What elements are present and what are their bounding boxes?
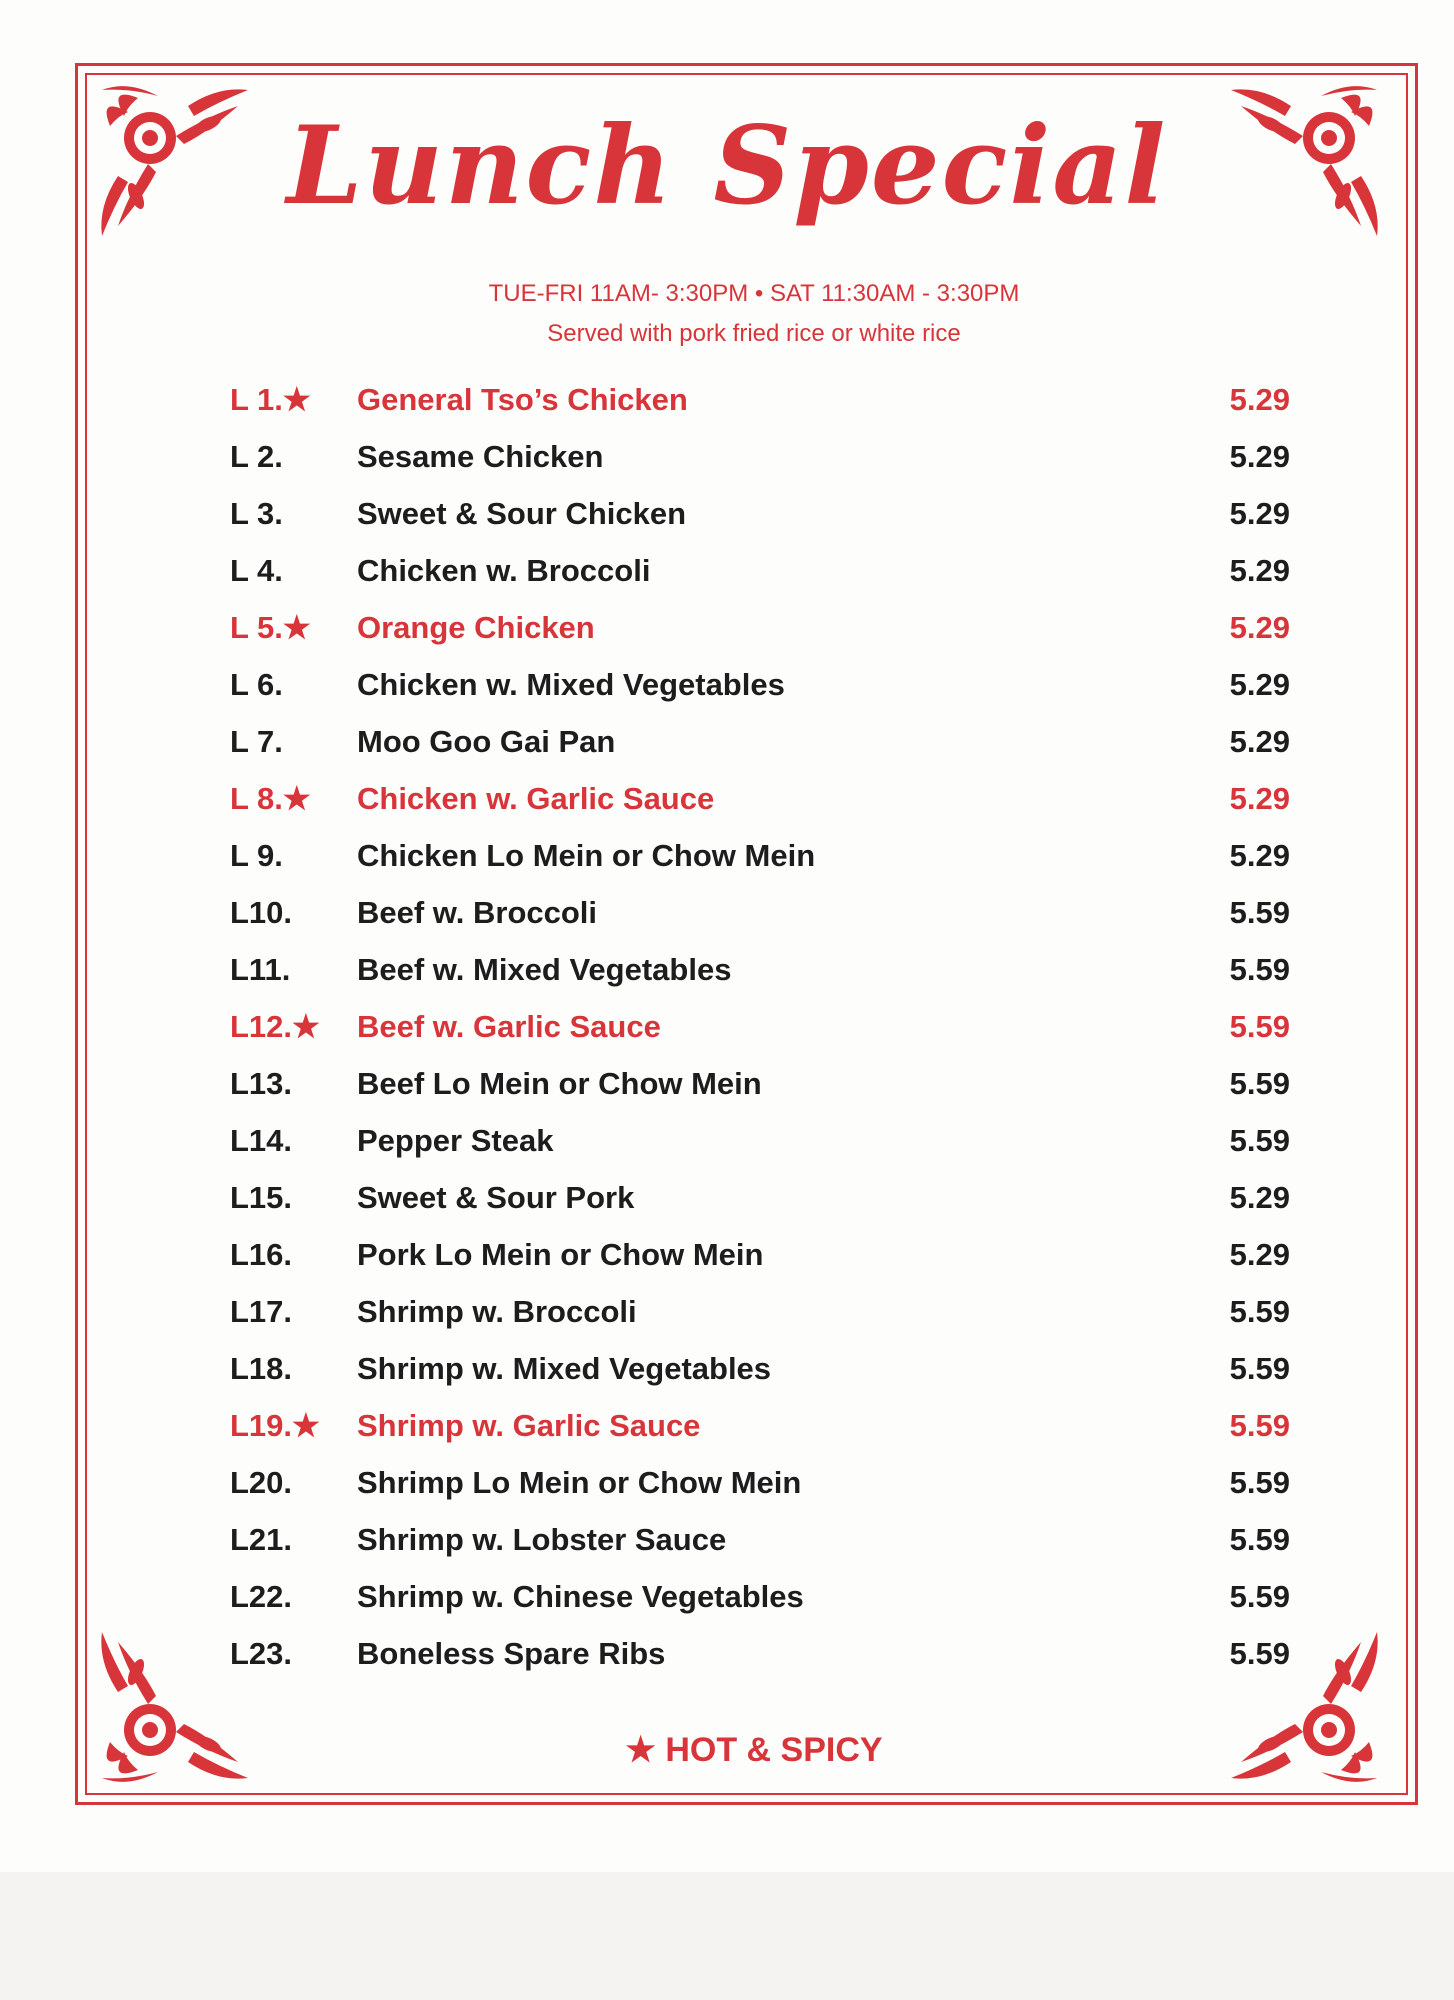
item-name: Shrimp w. Chinese Vegetables [357,1579,804,1614]
item-price: 5.29 [1229,1180,1290,1215]
item-price: 5.59 [1229,1009,1290,1044]
item-code: L 1.★ [230,382,311,417]
menu-item [230,1404,1290,1461]
menu-item [230,1176,1290,1233]
item-code: L 6. [230,667,283,702]
item-code: L11. [230,952,291,987]
item-price: 5.29 [1229,382,1290,417]
item-name: Chicken w. Garlic Sauce [357,781,715,816]
menu-item [230,435,1290,492]
item-price: 5.59 [1229,1579,1290,1614]
menu-item [230,1233,1290,1290]
item-code: L 5.★ [230,610,311,645]
item-name: Beef w. Mixed Vegetables [357,952,732,987]
item-code: L13. [230,1066,293,1101]
item-name: Chicken w. Mixed Vegetables [357,667,785,702]
item-price: 5.59 [1229,1123,1290,1158]
menu-item [230,1461,1290,1518]
item-code: L22. [230,1579,293,1614]
served-with-text: Served with pork fried rice or white rice [547,320,961,347]
menu-item [230,378,1290,435]
menu-item [230,1347,1290,1404]
item-price: 5.29 [1229,553,1290,588]
item-name: Sweet & Sour Pork [357,1180,635,1215]
item-name: Beef w. Broccoli [357,895,598,930]
menu-item [230,891,1290,948]
menu-item [230,1119,1290,1176]
menu-item [230,492,1290,549]
item-price: 5.29 [1229,781,1290,816]
item-price: 5.59 [1229,952,1290,987]
item-code: L 8.★ [230,781,311,816]
item-name: Chicken w. Broccoli [357,553,651,588]
menu-item [230,1062,1290,1119]
item-code: L20. [230,1465,293,1500]
item-name: Shrimp w. Lobster Sauce [357,1522,727,1557]
menu-item [230,777,1290,834]
item-code: L 4. [230,553,283,588]
item-price: 5.29 [1229,724,1290,759]
item-name: Sweet & Sour Chicken [357,496,687,531]
item-code: L15. [230,1180,293,1215]
menu-item [230,948,1290,1005]
item-name: Moo Goo Gai Pan [357,724,616,759]
menu-item [230,1005,1290,1062]
item-price: 5.29 [1229,610,1290,645]
hours-text: TUE-FRI 11AM- 3:30PM • SAT 11:30AM - 3:30PM [488,280,1020,307]
item-price: 5.59 [1229,895,1290,930]
menu-item [230,663,1290,720]
item-name: Beef Lo Mein or Chow Mein [357,1066,762,1101]
menu-list [230,378,1290,1689]
item-code: L10. [230,895,293,930]
item-name: Shrimp w. Mixed Vegetables [357,1351,772,1386]
menu-item [230,1632,1290,1689]
item-code: L 9. [230,838,283,873]
item-price: 5.59 [1229,1522,1290,1557]
item-name: General Tso’s Chicken [357,382,688,417]
item-code: L23. [230,1636,293,1671]
hot-spicy-legend: ★ HOT & SPICY [625,1731,883,1769]
menu-item [230,1518,1290,1575]
item-code: L16. [230,1237,293,1272]
item-name: Shrimp Lo Mein or Chow Mein [357,1465,802,1500]
item-price: 5.29 [1229,1237,1290,1272]
item-code: L 3. [230,496,283,531]
item-name: Chicken Lo Mein or Chow Mein [357,838,816,873]
item-price: 5.29 [1229,496,1290,531]
item-price: 5.59 [1229,1351,1290,1386]
item-code: L17. [230,1294,293,1329]
item-code: L12.★ [230,1009,320,1044]
menu-item [230,1575,1290,1632]
item-code: L 2. [230,439,283,474]
item-code: L14. [230,1123,293,1158]
item-price: 5.59 [1229,1636,1290,1671]
item-name: Orange Chicken [357,610,595,645]
item-code: L21. [230,1522,293,1557]
item-name: Shrimp w. Broccoli [357,1294,637,1329]
menu-item [230,1290,1290,1347]
item-price: 5.59 [1229,1294,1290,1329]
menu-item [230,720,1290,777]
menu-item [230,549,1290,606]
menu-item [230,834,1290,891]
item-name: Pork Lo Mein or Chow Mein [357,1237,764,1272]
item-price: 5.29 [1229,838,1290,873]
item-name: Pepper Steak [357,1123,554,1158]
menu-item [230,606,1290,663]
item-code: L 7. [230,724,283,759]
item-price: 5.59 [1229,1408,1290,1443]
item-name: Beef w. Garlic Sauce [357,1009,661,1044]
item-code: L18. [230,1351,293,1386]
item-price: 5.59 [1229,1465,1290,1500]
item-code: L19.★ [230,1408,320,1443]
item-name: Sesame Chicken [357,439,604,474]
item-name: Boneless Spare Ribs [357,1636,666,1671]
item-name: Shrimp w. Garlic Sauce [357,1408,701,1443]
item-price: 5.59 [1229,1066,1290,1101]
page-title: Lunch Special [286,103,1168,229]
item-price: 5.29 [1229,667,1290,702]
item-price: 5.29 [1229,439,1290,474]
